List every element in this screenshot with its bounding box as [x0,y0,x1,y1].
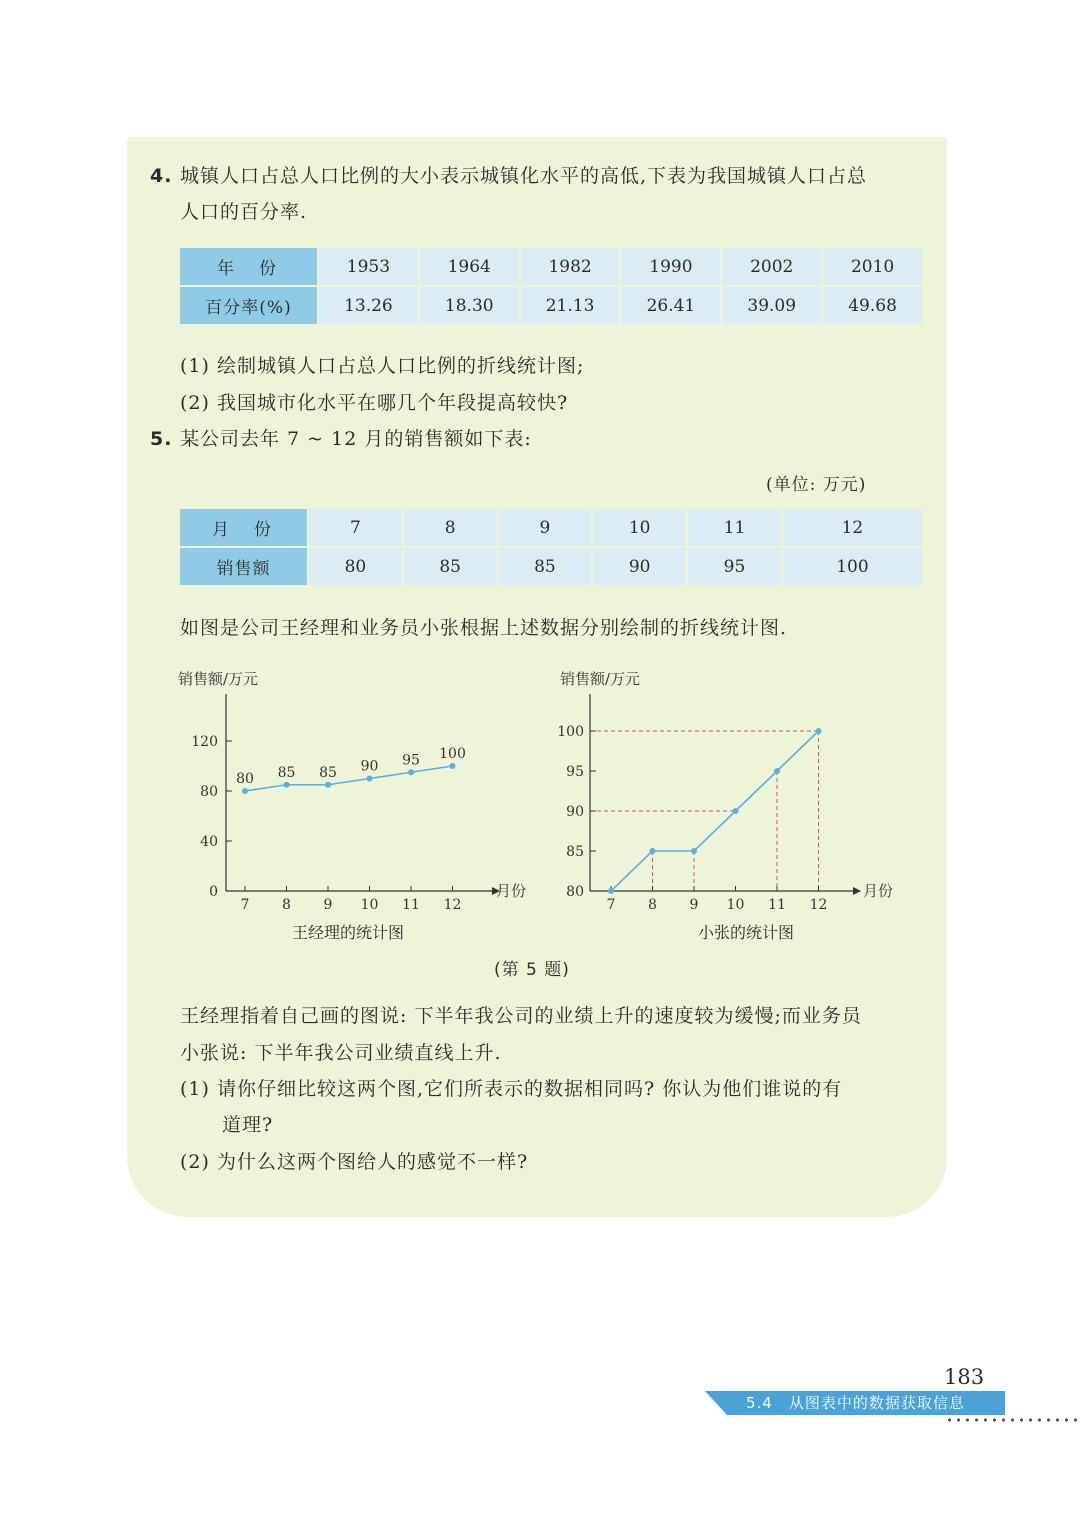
x-tick-label: 12 [443,897,462,913]
data-point [325,782,331,788]
table-cell: 39.09 [722,287,821,324]
y-tick-label: 90 [566,804,584,820]
data-label: 90 [360,758,379,775]
figure-caption: (第 5 题) [494,960,570,980]
y-axis-label: 销售额/万元 [178,670,259,688]
q4-table [178,246,924,326]
table-cell: 12 [783,509,922,546]
q5-sub2: (2) 为什么这两个图给人的感觉不一样? [180,1151,529,1173]
x-axis-label: 月份 [496,882,527,900]
data-point [367,776,373,782]
section-title: 5.4 从图表中的数据获取信息 [746,1394,965,1412]
data-point [608,888,614,894]
table-cell: 18.30 [420,287,519,324]
table-cell: 2002 [722,248,821,285]
table-row [180,509,922,546]
data-point [691,848,697,854]
data-point [408,769,414,775]
x-tick-label: 7 [240,897,250,913]
table-cell: 7 [309,509,402,546]
data-label: 85 [277,764,296,781]
table-cell: 95 [688,548,781,585]
dotted-rule [945,1418,1080,1422]
chart-wang [170,660,540,950]
x-tick-label: 7 [606,897,616,913]
q5-unit-label: (单位: 万元) [766,475,867,495]
q5-table [178,507,924,587]
q4-text-line1: 城镇人口占总人口比例的大小表示城镇化水平的高低,下表为我国城镇人口占总 [180,165,868,187]
table-cell: 11 [688,509,781,546]
table-cell: 1964 [420,248,519,285]
table-cell: 80 [309,548,402,585]
q5-text-line1: 某公司去年 7 ~ 12 月的销售额如下表: [180,428,532,450]
data-point [242,788,248,794]
x-tick-label: 10 [726,897,745,913]
chart-zhang [555,660,915,950]
table-cell: 8 [404,509,497,546]
series-line [245,766,453,791]
data-label: 95 [402,752,420,769]
page-number: 183 [944,1365,985,1389]
data-point [284,782,290,788]
table-cell: 2010 [823,248,922,285]
x-tick-label: 12 [809,897,828,913]
q5-intro: 如图是公司王经理和业务员小张根据上述数据分别绘制的折线统计图. [180,617,788,639]
x-tick-label: 9 [689,897,699,913]
table-cell: 13.26 [319,287,418,324]
x-tick-label: 9 [323,897,333,913]
chart-wang-caption: 王经理的统计图 [292,923,405,942]
table-cell: 85 [499,548,592,585]
chart-zhang-caption: 小张的统计图 [698,923,795,942]
q5-sub1-line2: 道理? [222,1114,274,1136]
x-axis-arrow [853,887,861,895]
y-tick-label: 95 [566,764,584,780]
q4-sub2: (2) 我国城市化水平在哪几个年段提高较快? [180,392,569,414]
table-row [180,548,922,585]
data-point [650,848,656,854]
y-tick-label: 100 [557,724,584,740]
data-point [450,763,456,769]
y-tick-label: 85 [566,844,584,860]
table-cell: 10 [593,509,686,546]
q5-paragraph-line1: 王经理指着自己画的图说: 下半年我公司的业绩上升的速度较为缓慢;而业务员 [180,1005,862,1027]
table-cell: 21.13 [521,287,620,324]
x-tick-label: 11 [402,897,420,913]
x-tick-label: 11 [768,897,786,913]
data-label: 85 [319,764,337,781]
y-axis-label: 销售额/万元 [560,670,641,688]
y-tick-label: 80 [566,884,584,900]
table-cell: 销售额 [180,548,307,585]
y-tick-label: 40 [200,834,218,850]
table-cell: 1982 [521,248,620,285]
table-cell: 1953 [319,248,418,285]
table-cell: 1990 [621,248,720,285]
data-point [733,808,739,814]
data-label: 80 [236,771,254,787]
y-tick-label: 120 [191,734,218,750]
table-cell: 9 [499,509,592,546]
table-cell: 49.68 [823,287,922,324]
data-point [816,728,822,734]
table-cell: 90 [593,548,686,585]
data-point [774,768,780,774]
table-cell: 100 [783,548,922,585]
q5-paragraph-line2: 小张说: 下半年我公司业绩直线上升. [180,1042,502,1064]
data-label: 100 [439,746,466,762]
q4-sub1: (1) 绘制城镇人口占总人口比例的折线统计图; [180,355,585,377]
y-tick-label: 0 [209,884,218,900]
x-tick-label: 10 [360,897,379,913]
q4-text-line2: 人口的百分率. [180,201,308,223]
table-row [180,287,922,324]
table-cell: 百分率(%) [180,287,317,324]
q5-sub1-line1: (1) 请你仔细比较这两个图,它们所表示的数据相同吗? 你认为他们谁说的有 [180,1078,843,1100]
x-tick-label: 8 [282,897,291,913]
question-number-5: 5. [150,428,173,450]
table-cell: 85 [404,548,497,585]
table-row [180,248,922,285]
x-tick-label: 8 [648,897,657,913]
y-tick-label: 80 [200,784,218,800]
question-number-4: 4. [150,165,173,187]
table-cell: 年 份 [180,248,317,285]
x-axis-label: 月份 [863,882,894,900]
table-cell: 月 份 [180,509,307,546]
table-cell: 26.41 [621,287,720,324]
